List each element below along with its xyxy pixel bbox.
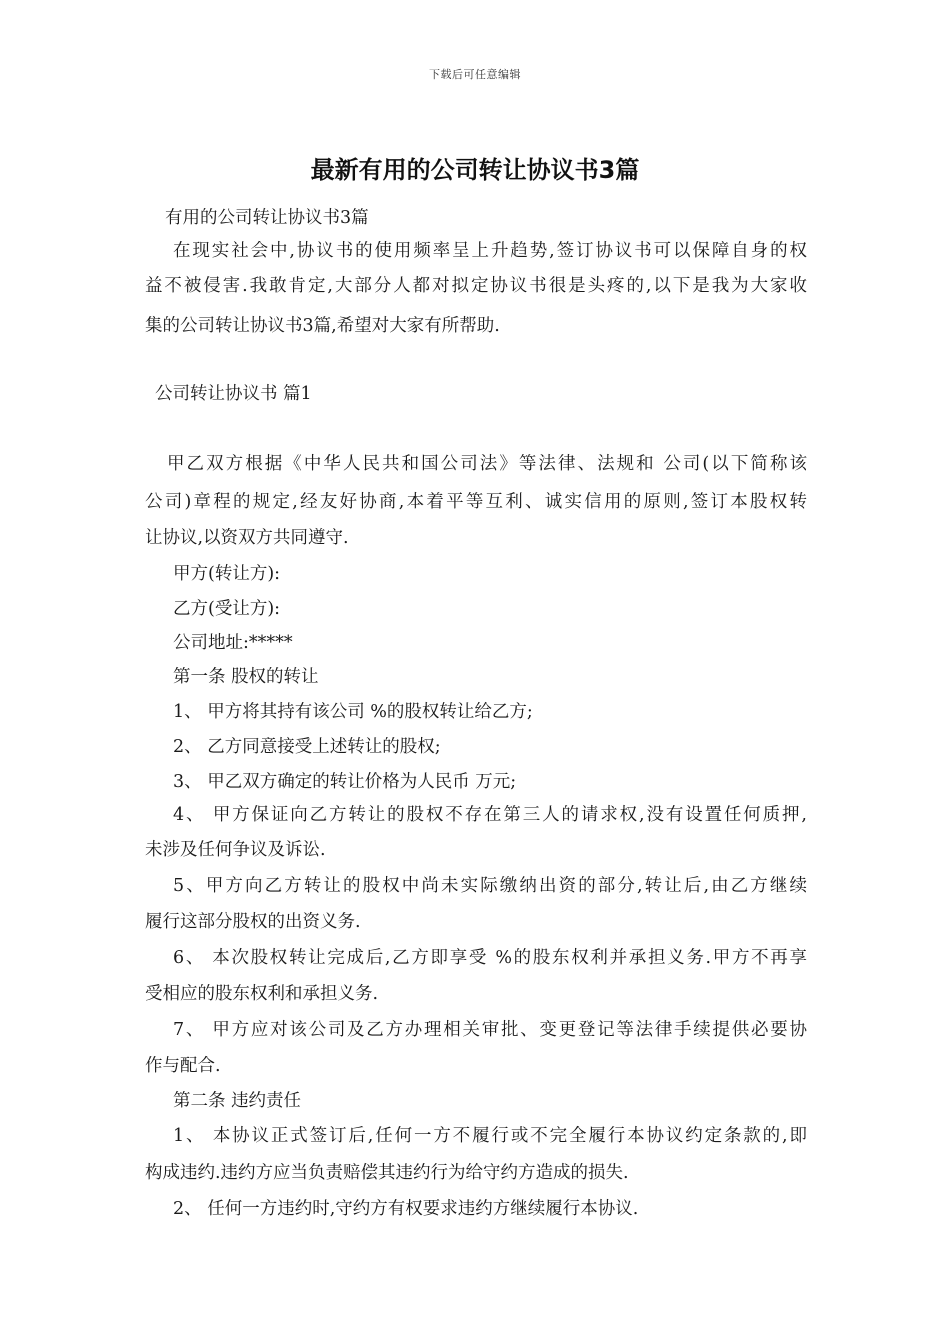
- text-line: 4、 甲方保证向乙方转让的股权不存在第三人的请求权,没有设置任何质押,: [173, 805, 807, 825]
- text-line: 乙方(受让方):: [173, 599, 281, 619]
- text-line: 公司)章程的规定,经友好协商,本着平等互利、诚实信用的原则,签订本股权转: [145, 492, 807, 512]
- text-line: 让协议,以资双方共同遵守.: [145, 528, 349, 548]
- text-line: 构成违约.违约方应当负责赔偿其违约行为给守约方造成的损失.: [145, 1163, 629, 1183]
- text-line: 3、 甲乙双方确定的转让价格为人民币 万元;: [173, 772, 517, 792]
- text-line: 1、 甲方将其持有该公司 %的股权转让给乙方;: [173, 702, 533, 722]
- text-line: 在现实社会中,协议书的使用频率呈上升趋势,签订协议书可以保障自身的权: [173, 241, 807, 261]
- text-line: 有用的公司转让协议书3篇: [165, 208, 369, 228]
- text-line: 1、 本协议正式签订后,任何一方不履行或不完全履行本协议约定条款的,即: [173, 1126, 807, 1146]
- text-line: 未涉及任何争议及诉讼.: [145, 840, 326, 860]
- text-line: 公司转让协议书 篇1: [155, 384, 312, 404]
- text-line: 6、 本次股权转让完成后,乙方即享受 %的股东权利并承担义务.甲方不再享: [173, 948, 807, 968]
- text-line: 7、 甲方应对该公司及乙方办理相关审批、变更登记等法律手续提供必要协: [173, 1020, 807, 1040]
- text-line: 履行这部分股权的出资义务.: [145, 912, 361, 932]
- text-line: 公司地址:*****: [173, 633, 293, 653]
- text-line: 甲方(转让方):: [173, 564, 281, 584]
- text-line: 受相应的股东权利和承担义务.: [145, 984, 379, 1004]
- text-line: 作与配合.: [145, 1056, 221, 1076]
- text-line: 益不被侵害.我敢肯定,大部分人都对拟定协议书很是头疼的,以下是我为大家收: [145, 276, 807, 296]
- header-note: 下载后可任意编辑: [429, 68, 521, 81]
- text-line: 5、甲方向乙方转让的股权中尚未实际缴纳出资的部分,转让后,由乙方继续: [173, 876, 807, 896]
- text-line: 第一条 股权的转让: [173, 667, 319, 687]
- text-line: 甲乙双方根据《中华人民共和国公司法》等法律、法规和 公司(以下简称该: [167, 454, 807, 474]
- text-line: 第二条 违约责任: [173, 1091, 302, 1111]
- text-line: 集的公司转让协议书3篇,希望对大家有所帮助.: [145, 316, 500, 336]
- document-title: 最新有用的公司转让协议书3篇: [310, 156, 640, 184]
- text-line: 2、 任何一方违约时,守约方有权要求违约方继续履行本协议.: [173, 1199, 639, 1219]
- text-line: 2、 乙方同意接受上述转让的股权;: [173, 737, 441, 757]
